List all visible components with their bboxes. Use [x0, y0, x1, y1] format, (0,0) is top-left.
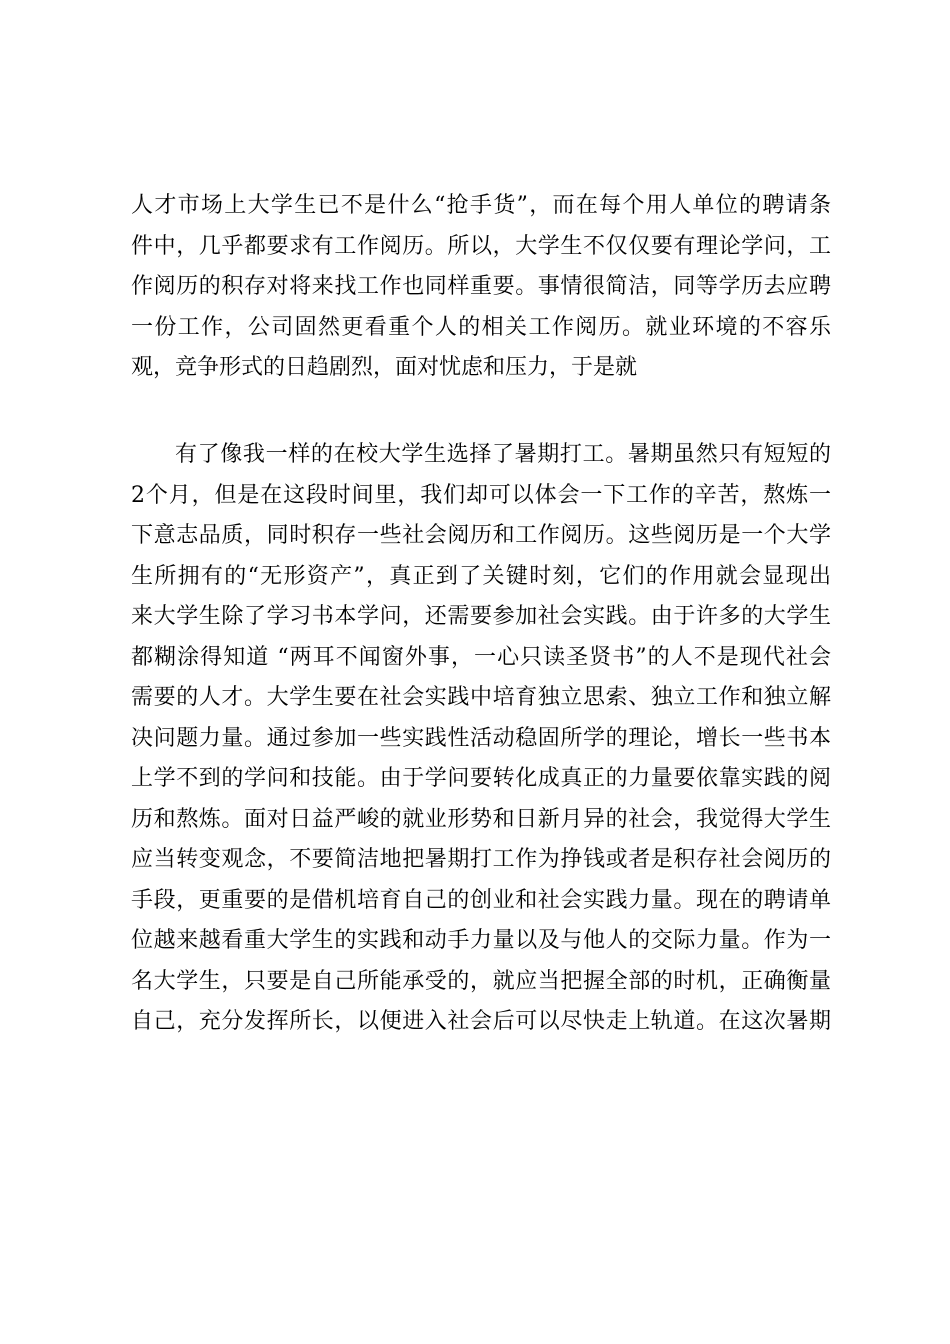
paragraph-1 — [131, 186, 831, 389]
paragraph-line: 有了像我一样的在校大学生选择了暑期打工。暑期虽然只有短短的 — [175, 442, 831, 467]
paragraph-line: 2个月，但是在这段时间里，我们却可以体会一下工作的辛苦，熬炼一 — [131, 482, 831, 508]
paragraph-line: 上学不到的学问和技能。由于学问要转化成真正的力量要依靠实践的阅 — [131, 766, 831, 791]
paragraph-line: 下意志品质，同时积存一些社会阅历和工作阅历。这些阅历是一个大学 — [131, 523, 831, 548]
paragraph-line: 观，竞争形式的日趋剧烈，面对忧虑和压力，于是就 — [131, 355, 638, 380]
paragraph-line: 生所拥有的“无形资产”，真正到了关键时刻，它们的作用就会显现出 — [131, 563, 831, 589]
paragraph-line: 自己，充分发挥所长，以便进入社会后可以尽快走上轨道。在这次暑期 — [131, 1009, 831, 1034]
paragraph-line: 历和熬炼。面对日益严峻的就业形势和日新月异的社会，我觉得大学生 — [131, 806, 831, 832]
paragraph-line: 人才市场上大学生已不是什么“抢手货”，而在每个用人单位的聘请条 — [131, 193, 831, 218]
paragraph-2 — [131, 435, 831, 1043]
paragraph-line: 需要的人才。大学生要在社会实践中培育独立思索、独立工作和独立解 — [131, 685, 831, 710]
paragraph-line: 决问题力量。通过参加一些实践性活动稳固所学的理论，增长一些书本 — [131, 725, 831, 751]
paragraph-line: 名大学生，只要是自己所能承受的，就应当把握全部的时机，正确衡量 — [131, 968, 831, 994]
paragraph-line: 手段，更重要的是借机培育自己的创业和社会实践力量。现在的聘请单 — [131, 887, 831, 913]
paragraph-line: 作阅历的积存对将来找工作也同样重要。事情很简洁，同等学历去应聘 — [131, 274, 831, 299]
paragraph-line: 都糊涂得知道 “两耳不闻窗外事，一心只读圣贤书”的人不是现代社会 — [131, 644, 831, 670]
paragraph-line: 来大学生除了学习书本学问，还需要参加社会实践。由于许多的大学生 — [131, 604, 831, 629]
paragraph-line: 应当转变观念，不要简洁地把暑期打工作为挣钱或者是积存社会阅历的 — [131, 847, 831, 872]
paragraph-line: 件中，几乎都要求有工作阅历。所以，大学生不仅仅要有理论学问，工 — [131, 233, 831, 259]
paragraph-line: 位越来越看重大学生的实践和动手力量以及与他人的交际力量。作为一 — [131, 928, 831, 953]
paragraph-line: 一份工作，公司固然更看重个人的相关工作阅历。就业环境的不容乐 — [131, 314, 831, 340]
